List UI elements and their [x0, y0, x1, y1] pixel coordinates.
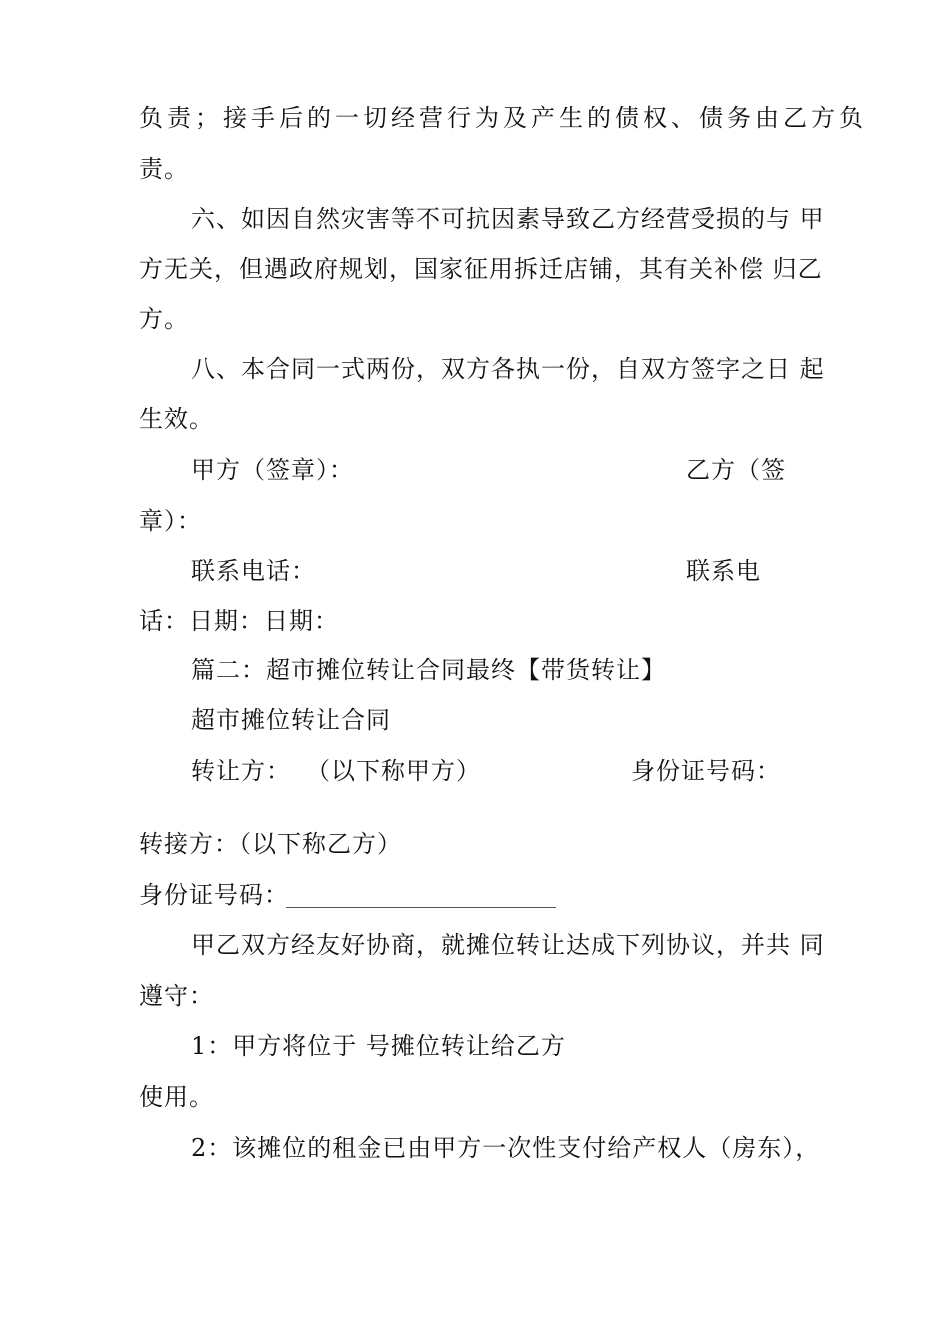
text-line: 八、本合同一式两份，双方各执一份，自双方签字之日 起: [191, 355, 825, 383]
id-number-label: 身份证号码：: [631, 757, 781, 785]
text-line: 负责；接手后的一切经营行为及产生的债权、债务由乙方负: [139, 104, 867, 132]
text-line: 方无关，但遇政府规划，国家征用拆迁店铺，其有关补偿 归乙: [139, 255, 823, 283]
contact-phone-b: 联系电: [686, 557, 761, 585]
text-line: 方。: [139, 305, 189, 333]
section-heading: 篇二：超市摊位转让合同最终【带货转让】: [191, 656, 666, 684]
text-line: 生效。: [139, 405, 214, 433]
contact-phone-a: 联系电话：: [191, 557, 316, 585]
text-line: 甲乙双方经友好协商，就摊位转让达成下列协议，并共 同: [191, 931, 825, 959]
clause-2: 2：该摊位的租金已由甲方一次性支付给产权人（房东），: [191, 1134, 821, 1162]
signature-party-a: 甲方（签章）：: [191, 456, 354, 484]
clause-1: 1：甲方将位于 号摊位转让给乙方: [191, 1032, 566, 1060]
id-number-blank-line: [286, 907, 556, 908]
text-line: 责。: [139, 155, 189, 183]
id-number-label: 身份证号码：: [139, 881, 289, 909]
transferor-label: 转让方：: [191, 757, 291, 785]
text-line: 使用。: [139, 1083, 214, 1111]
text-line: 六、如因自然灾害等不可抗因素导致乙方经营受损的与 甲: [191, 205, 825, 233]
signature-party-b: 乙方（签: [686, 456, 786, 484]
contract-title: 超市摊位转让合同: [191, 706, 391, 734]
text-line: 遵守：: [139, 982, 214, 1010]
text-line: 话：日期：日期：: [139, 607, 339, 635]
transferor-note: （以下称甲方）: [306, 757, 481, 785]
transferee-label: 转接方：（以下称乙方）: [139, 830, 402, 858]
text-line: 章）：: [139, 507, 202, 535]
